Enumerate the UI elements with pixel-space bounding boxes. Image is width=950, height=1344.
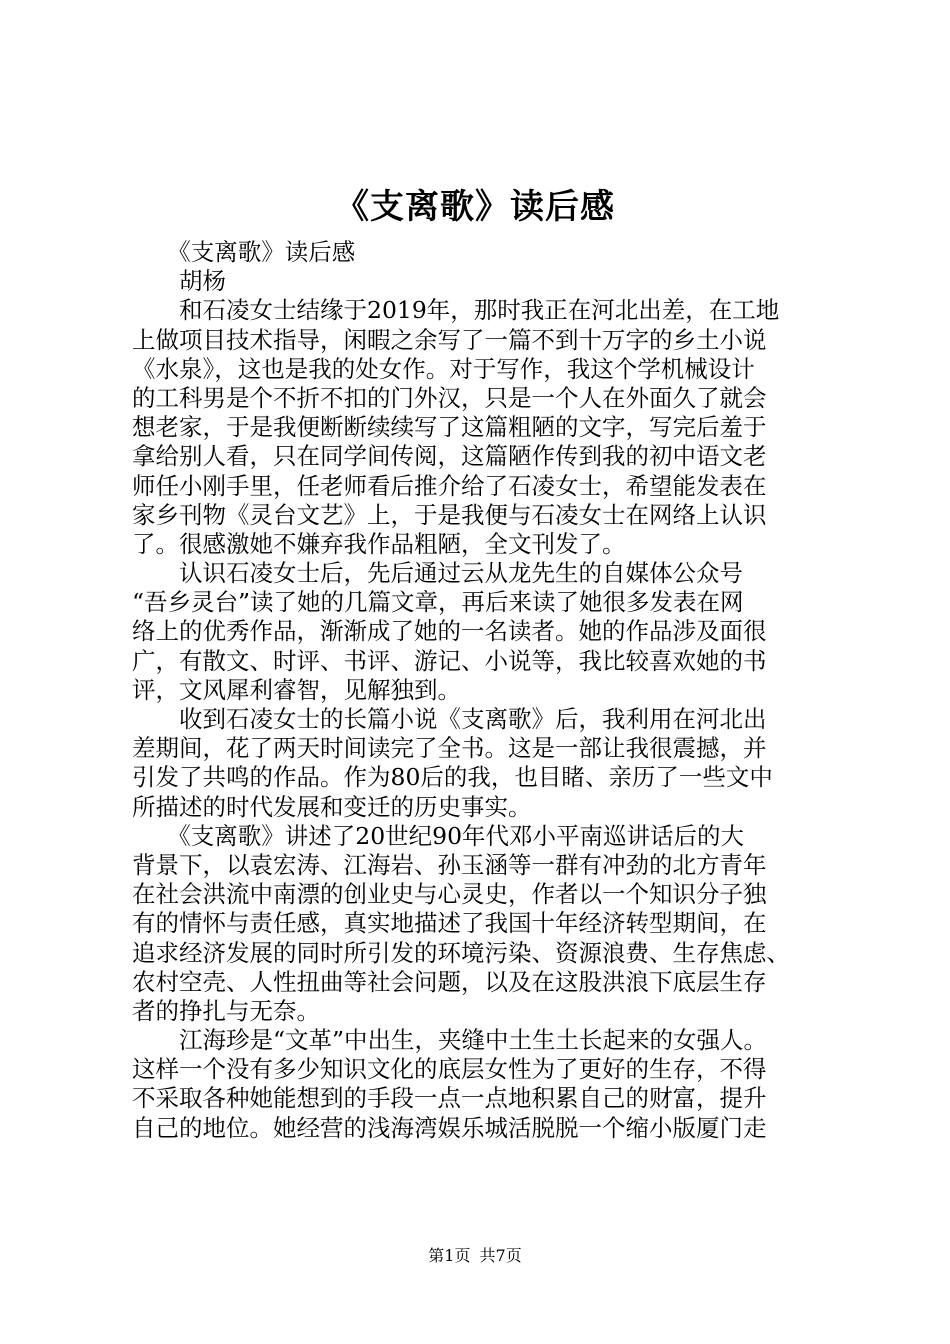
page-footer [0, 1245, 950, 1267]
body-line: 引发了共鸣的作品。作为80后的我，也目睹、亲历了一些文中 [132, 763, 773, 792]
body-line: 想老家，于是我便断断续续写了这篇粗陋的文字，写完后羞于 [132, 413, 767, 442]
body-line: 江海珍是“文革”中出生，夹缝中土生土长起来的女强人。 [132, 1026, 768, 1055]
body-line: 评，文风犀利睿智，见解独到。 [132, 675, 461, 704]
body-line: 自己的地位。她经营的浅海湾娱乐城活脱脱一个缩小版厦门走 [132, 1113, 767, 1142]
body-line: 追求经济发展的同时所引发的环境污染、资源浪费、生存焦虑、 [132, 938, 790, 967]
document-title: 《支离歌》读后感 [335, 187, 615, 227]
body-line: 农村空壳、人性扭曲等社会问题，以及在这股洪浪下底层生存 [132, 967, 767, 996]
body-line: 不采取各种她能想到的手段一点一点地积累自己的财富，提升 [132, 1084, 767, 1113]
body-line: “吾乡灵台”读了她的几篇文章，再后来读了她很多发表在网 [132, 588, 744, 617]
body-line: 上做项目技术指导，闲暇之余写了一篇不到十万字的乡土小说 [132, 325, 767, 354]
body-line: 《水泉》，这也是我的处女作。对于写作，我这个学机械设计 [132, 354, 755, 383]
document-body [132, 238, 832, 1143]
body-line: 《支离歌》讲述了20世纪90年代邓小平南巡讲话后的大 [132, 821, 745, 850]
body-line: 的工科男是个不折不扣的门外汉，只是一个人在外面久了就会 [132, 383, 767, 412]
body-line: 拿给别人看，只在同学间传阅，这篇陋作传到我的初中语文老 [132, 442, 767, 471]
body-line: 认识石凌女士后，先后通过云从龙先生的自媒体公众号 [132, 559, 743, 588]
body-line: 所描述的时代发展和变迁的历史事实。 [132, 792, 532, 821]
body-line: 家乡刊物《灵台文艺》上，于是我便与石凌女士在网络上认识 [132, 500, 767, 529]
body-line: 在社会洪流中南漂的创业史与心灵史，作者以一个知识分子独 [132, 880, 767, 909]
body-line: 收到石凌女士的长篇小说《支离歌》后，我利用在河北出 [132, 705, 767, 733]
body-line: 广，有散文、时评、书评、游记、小说等，我比较喜欢她的书 [132, 646, 767, 675]
body-line: 络上的优秀作品，渐渐成了她的一名读者。她的作品涉及面很 [132, 617, 767, 646]
body-line: 者的挣扎与无奈。 [132, 996, 320, 1025]
body-line: 师任小刚手里，任老师看后推介给了石凌女士，希望能发表在 [132, 471, 767, 500]
body-line: 和石凌女士结缘于2019年，那时我正在河北出差，在工地 [132, 296, 780, 325]
body-line: 有的情怀与责任感，真实地描述了我国十年经济转型期间，在 [132, 909, 767, 938]
body-line: 背景下，以袁宏涛、江海岩、孙玉涵等一群有冲劲的北方青年 [132, 850, 767, 879]
body-line: 了。很感激她不嫌弃我作品粗陋，全文刊发了。 [132, 529, 626, 558]
body-line: 差期间，花了两天时间读完了全书。这是一部让我很震撼，并 [132, 734, 767, 763]
body-line: 胡杨 [132, 267, 226, 296]
body-line: 《支离歌》读后感 [132, 238, 356, 266]
body-line: 这样一个没有多少知识文化的底层女性为了更好的生存，不得 [132, 1055, 767, 1084]
page-total: 共7页 [479, 1246, 522, 1265]
page-number: 第1页 [428, 1246, 471, 1265]
